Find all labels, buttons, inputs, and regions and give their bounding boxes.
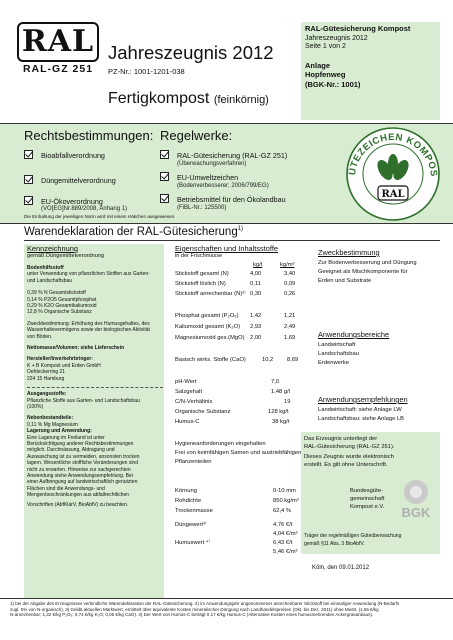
regel-title: Regelwerke: <box>160 128 233 143</box>
bereiche-item: Landschaftsbau <box>318 351 359 357</box>
bgk-org: Kompost e.V. <box>350 504 385 510</box>
p-line: 0,14 % P2O5 Gesamtphosphat <box>27 296 97 303</box>
product-name: Fertigkompost <box>108 90 210 107</box>
lager-title: Lagerung und Anwendung: <box>27 428 92 435</box>
lager-line: möglich. Durchnässung, Abtragung und <box>27 447 115 454</box>
property-label: Salzgehalt <box>175 389 203 395</box>
property-value: 128 kg/t <box>268 409 289 415</box>
organik-line: 12,8 % Organische Substanz <box>27 309 92 316</box>
regel-item-note: (Überwachungsverfahren) <box>177 161 247 167</box>
bgk-logo-icon <box>394 476 438 520</box>
bgk-text: Dieses Zeugnis wurde elektronisch <box>304 454 394 460</box>
rechts-item-label: Bioabfallverordnung <box>41 151 105 160</box>
property-value: 38 kg/t <box>272 419 290 425</box>
guetezeichen-kompost-seal <box>345 126 441 222</box>
kennzeichnung-title: Kennzeichnung <box>27 244 78 253</box>
regel-item-note: (Bodenverbesserer; 2006/799/EG) <box>177 183 269 189</box>
property-label: Stickstoff löslich (N) <box>175 281 226 287</box>
footnote-line: 1) bei der Abgabe des Erzeugnisses verbindliche Warendeklaration der RAL-Gütesicherung. 2) im Anwendungsjahr angenommener anrechenbarer Stickstoff bei einmaliger Anwendung (N-Bedarfs <box>10 601 400 606</box>
footnote-line: zugl. 5% von N-organisch). 3) Geldä aktuellen Marktwert, ermittelt über äquivalente Kosten mineralischer Düngung nach Landhandelspreisen (Okt. bis Dez. 2011) ohne MwSt. (1,66 €/kg <box>10 606 379 612</box>
hygiene-line: Pflanzenteilen <box>175 459 212 465</box>
eigenschaften-title: Eigenschaften und Inhaltsstoffe <box>175 244 278 253</box>
property-label: Kaliumoxid gesamt (K₂O) <box>175 324 241 330</box>
warendeklaration-title-text: Warendeklaration der RAL-Gütesicherung <box>24 226 238 238</box>
property-value: 1,48 g/l <box>271 389 291 395</box>
seal-center-text: RAL <box>381 189 405 200</box>
property-label: pH-Wert <box>175 379 197 385</box>
header-info-box <box>301 22 440 120</box>
bodenhilfsstoff: Bodenhilfsstoff <box>27 265 64 271</box>
hersteller-line: K + B Kompost und Erden GmbH <box>27 362 101 369</box>
regel-item-label: Betriebsmittel für den Ökolandbau <box>177 195 286 204</box>
zweck-line: Erden und Substrate <box>318 278 372 284</box>
k-line: 0,29 % K2O Gesamtkaliumoxid <box>27 303 97 310</box>
property-value: 1,21 <box>284 313 296 319</box>
checkbox-checked-icon <box>160 172 169 181</box>
rechts-item-label: EU-Ökoverordnung <box>41 197 103 206</box>
property-value: 4,00 <box>250 271 262 277</box>
ausgang-line: Pflanzliche Stoffe aus Garten- und Landschaftsbau <box>27 397 140 404</box>
lager-line: Vorschriften (AbfKlärV, BioAbfV) zu beachten. <box>27 501 129 508</box>
eigenschaften-sub: in der Frischmasse <box>175 253 223 259</box>
product-title <box>108 90 269 108</box>
property-label: Basisch wirks. Stoffe (CaO) <box>175 357 246 363</box>
hygiene-line: Hygieneanforderungen eingehalten <box>175 441 266 447</box>
neben-title: Nebenbestandteile: <box>27 415 74 422</box>
property-label: Phosphat gesamt (P₂O₅) <box>175 313 239 319</box>
warendeklaration-title <box>24 226 243 238</box>
property-label: Stickstoff gesamt (N) <box>175 271 229 277</box>
lager-line: Eine Lagerung im Freiland ist unter <box>27 434 105 441</box>
property-value: 7,0 <box>271 379 280 385</box>
rechts-title: Rechtsbestimmungen: <box>24 128 154 143</box>
lager-line: lagern. Wesentliche stoffliche Veränderungen sind <box>27 460 138 467</box>
hersteller-line: 224 15 Hamburg <box>27 375 65 382</box>
hersteller-title: Hersteller/Inverkehrbringer: <box>27 356 93 363</box>
hygiene-line: Frei von keimfähigen Samen und austriebfähigen <box>175 450 302 456</box>
unit-header: kg/m³ <box>280 262 295 268</box>
duengewert-value: 4,04 €/m³ <box>273 531 298 537</box>
bgk-note: Träger der regelmäßigen Güteüberwachung <box>304 533 402 539</box>
property-label: Magnesiumoxid ges.(MgO) <box>175 335 245 341</box>
property-value: 2,93 <box>250 324 262 330</box>
kennzeichnung-body <box>27 265 163 508</box>
bgk-logo <box>394 476 438 520</box>
property-value: 1,42 <box>250 313 262 319</box>
lager-line: Berücksichtigung anderer Rechtsbestimmungen <box>27 440 134 447</box>
empfehlungen-item: Landwirtschaft: siehe Anlage LW <box>318 407 402 413</box>
seal-text: ÜTEZEICHEN KOMPOS <box>347 131 440 178</box>
kennzeichnung-sub: gemäß Düngemittelverordnung <box>27 253 105 259</box>
divider <box>0 598 453 599</box>
bereiche-item: Erdenwerke <box>318 360 349 366</box>
property-value: 2,00 <box>250 335 262 341</box>
property-value: 19 <box>284 399 291 405</box>
n-line: 0,39 % N Gesamtstickstoff <box>27 290 86 297</box>
regel-item <box>160 172 238 183</box>
lager-line: Anwendung siehe Anwendungsempfehlung. Bei <box>27 472 133 479</box>
divider <box>24 240 440 241</box>
bgk-org: gemeinschaft <box>350 496 385 502</box>
property-value: 62,4 % <box>273 508 292 514</box>
checkbox-checked-icon <box>160 194 169 203</box>
property-label: Trockenmasse <box>175 508 213 514</box>
property-value: 10,2 <box>262 357 274 363</box>
org-name: RAL-Gütesicherung Kompost <box>305 24 411 33</box>
bgk-logo-text: BGK <box>401 505 431 520</box>
rechts-item <box>24 175 116 186</box>
zweck-line: Geeignet als Mischkomponente für <box>318 269 408 275</box>
rechts-item-label: Düngemittelverordnung <box>41 176 116 185</box>
ausgang-line: (100%) <box>27 403 44 410</box>
duengewert-label: Düngewert³⁾ <box>175 522 207 528</box>
footnote <box>10 601 448 618</box>
plant-name: Hopfenweg <box>305 70 346 79</box>
empfehlungen-item: Landschaftsbau: siehe Anlage LB <box>318 416 405 422</box>
checkbox-checked-icon <box>24 175 33 184</box>
zweck-line: Zur Bodenverbesserung und Düngung <box>318 260 417 266</box>
desc-line: unter Verwendung von pflanzlichen Stoffen aus Garten- <box>27 271 150 278</box>
zweck-line: Wasserhaltevermögens sowie der biologischen Aktivität <box>27 327 150 334</box>
property-value: 1,69 <box>284 335 296 341</box>
property-label: Humus-C <box>175 419 200 425</box>
bereiche-item: Landwirtschaft <box>318 342 356 348</box>
lager-line: Mengenbeschränkungen aus abfallrechtlichen <box>27 492 130 499</box>
bereiche-title: Anwendungsbereiche <box>318 330 390 339</box>
info-line2: Seite 1 von 2 <box>305 43 346 50</box>
product-note: (feinkörnig) <box>213 94 269 106</box>
property-value: 2,49 <box>284 324 296 330</box>
regel-item-note: (FiBL-Nr.: 125500) <box>177 205 227 211</box>
hersteller-line: Oehleckerring 21 <box>27 369 66 376</box>
checkbox-checked-icon <box>24 150 33 159</box>
bgk-note: gemäß §11 Abs. 3 BioAbfV. <box>304 541 365 547</box>
neben-line: 0,11 % Mg Magnesium <box>27 421 78 428</box>
ral-logo-sub: RAL-GZ 251 <box>22 63 94 75</box>
zweck-line: Zweckbestimmung: Erhöhung des Humusgehaltes, des <box>27 320 150 327</box>
property-label: Stickstoff anrechenbar (N)²⁾ <box>175 291 246 297</box>
property-label: Organische Substanz <box>175 409 231 415</box>
humuswert-value: 5,46 €/m³ <box>273 549 298 555</box>
zweck-title: Zweckbestimmung <box>318 248 380 257</box>
checkbox-checked-icon <box>24 196 33 205</box>
netto-line: Nettomasse/Volumen: siehe Lieferschein <box>27 345 125 352</box>
rechts-item-note: (VO[EG]Nr.889/2008, Anhang 1) <box>41 206 128 212</box>
lager-line: Flächen sind die Anwendungs- und <box>27 485 105 492</box>
divider <box>0 223 453 224</box>
unit-header: kg/t <box>253 262 263 268</box>
property-value: 0,30 <box>250 291 262 297</box>
warendeklaration-sup: 1) <box>237 226 244 233</box>
regel-item-label: RAL-Gütesicherung (RAL-GZ 251) <box>177 151 288 160</box>
plant-label: Anlage <box>305 60 331 70</box>
property-value: 3,40 <box>284 271 296 277</box>
lager-line: einer Aufbringung auf landwirtschaftlich genutzten <box>27 479 138 486</box>
property-label: Rohdichte <box>175 498 202 504</box>
lager-line: nicht zu erwarten. Hinweise zur sachgerechten <box>27 466 131 473</box>
property-value: 8,69 <box>287 357 299 363</box>
regel-item <box>160 194 286 205</box>
bgk-text: erstellt. Es gilt ohne Unterschrift. <box>304 462 388 468</box>
property-label: Körnung <box>175 488 197 494</box>
regel-item <box>160 150 287 161</box>
ral-logo <box>17 22 99 78</box>
property-label: C/N-Verhältnis <box>175 399 213 405</box>
property-value: 0,09 <box>284 281 296 287</box>
bgk-org: Bundesgüte- <box>350 488 383 494</box>
lager-line: Auswaschung ist zu vermeiden, ansonsten trocken <box>27 453 140 460</box>
bgk-text: Das Erzeugnis unterliegt der <box>304 436 378 442</box>
pz-number: PZ-Nr.: 1001-1201-038 <box>108 67 185 76</box>
seal-icon <box>345 126 441 222</box>
property-value: 0,26 <box>284 291 296 297</box>
desc-line: und Landschaftsbau <box>27 277 73 284</box>
humuswert-value: 6,43 €/t <box>273 540 293 546</box>
rechts-item <box>24 196 103 207</box>
einhaltung-note: Die Einhaltung der jeweiligen Norm wird mit einem Häkchen ausgewiesen. <box>24 214 176 219</box>
ral-logo-text: RAL <box>17 22 99 62</box>
date-line: Köln, den 09.01.2012 <box>312 565 370 571</box>
bgk-number: (BGK-Nr.: 1001) <box>305 79 361 89</box>
ausgang-title: Ausgangsstoffe: <box>27 391 67 398</box>
rechts-item <box>24 150 105 161</box>
footnote-line: N-anrechenbar; 1,32 €/kg P₂O₅; 0,74 €/kg K₂O; 0,05 €/kg CaO). 4) Der Wert von Humus-C beträgt 0,17 €/kg Humus-C (Alternative Kosten eines humusmehrenden Ackergrasanbaus). <box>10 612 374 618</box>
duengewert-value: 4,76 €/t <box>273 522 293 528</box>
page-title: Jahreszeugnis 2012 <box>108 42 274 63</box>
bgk-text: RAL-Gütesicherung (RAL-GZ 251). <box>304 444 395 450</box>
info-line1: Jahreszeugnis 2012 <box>305 34 368 42</box>
property-value: 850 kg/m³ <box>273 498 299 504</box>
divider <box>0 123 453 124</box>
checkbox-checked-icon <box>160 150 169 159</box>
regel-item-label: EU-Umweltzeichen <box>177 173 239 182</box>
property-value: 0,11 <box>250 281 261 287</box>
empfehlungen-title: Anwendungsempfehlungen <box>318 395 408 404</box>
property-value: 0-10 mm <box>273 488 296 494</box>
zweck-line: von Böden. <box>27 333 53 340</box>
humuswert-label: Humuswert ⁴⁾ <box>175 540 210 546</box>
